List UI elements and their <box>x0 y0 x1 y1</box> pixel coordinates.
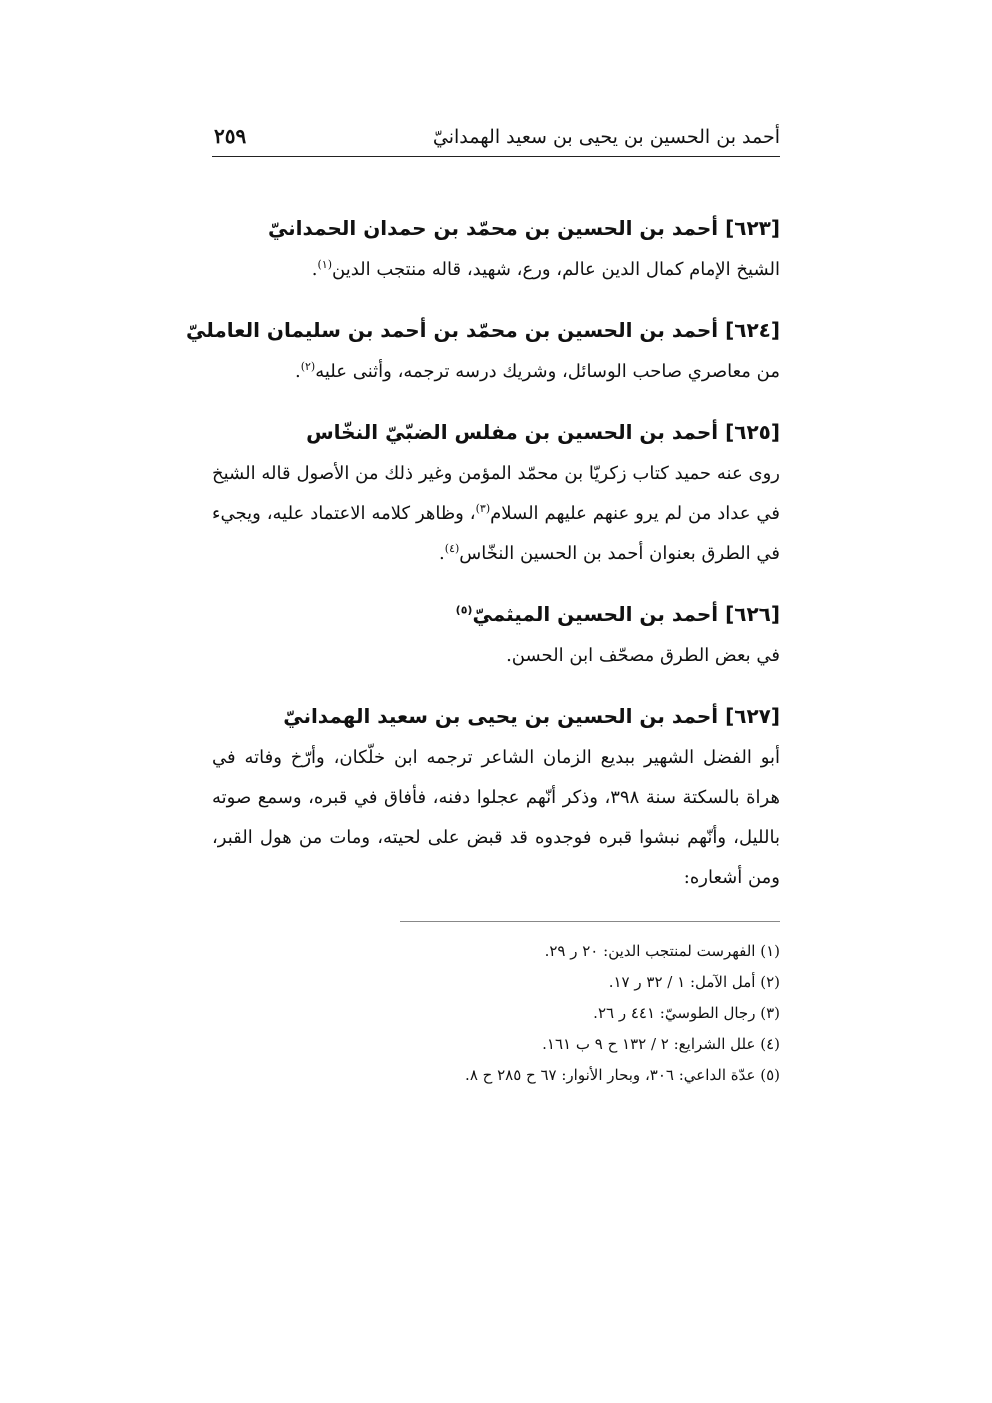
entry-text-content: ، وظاهر كلامه الاعتماد عليه، ويجيء في الطرق بعنوان أحمد بن الحسين النخّاس <box>212 503 780 564</box>
entry-623 <box>212 210 780 290</box>
entry-text-content: من معاصري صاحب الوسائل، وشريك درسه ترجمه، وأثنى عليه <box>315 361 780 382</box>
entry-number: [٦٢٦] <box>725 602 780 626</box>
footnote-ref[interactable]: (٢) <box>300 360 316 373</box>
footnote-1: (١) الفهرست لمنتجب الدين: ٢٠ ر ٢٩. <box>544 942 780 960</box>
footnote-ref[interactable]: (٥) <box>455 603 473 617</box>
footnote-2: (٢) أمل الآمل: ١ / ٣٢ ر ١٧. <box>608 973 780 991</box>
entry-627 <box>212 698 780 898</box>
entry-text: أبو الفضل الشهير ببديع الزمان الشاعر ترجمه ابن خلّكان، وأرّخ وفاته في هراة بالسكتة سنة ٣٩٨، وذكر أنّهم عجلوا دفنه، فأفاق في قبره، وسمع صوته بالليل، وأنّهم نبشوا قبره فوجدوه قد قبض على لحيته، ومات من هول القبر، ومن أشعاره: <box>212 747 780 888</box>
entry-625 <box>212 414 780 574</box>
page-number: ٢٥٩ <box>214 124 247 148</box>
entry-text <box>212 454 780 574</box>
entry-624 <box>185 312 780 392</box>
entry-text-tail: . <box>294 361 301 382</box>
entry-title: أحمد بن الحسين بن مفلس الضبّيّ النخّاس <box>306 420 719 444</box>
footnote-ref[interactable]: (٣) <box>475 502 491 515</box>
entry-text: في بعض الطرق مصحّف ابن الحسن. <box>506 645 780 666</box>
entry-text <box>212 352 780 392</box>
entry-text-content: روى عنه حميد كتاب زكريّا بن محمّد المؤمن وغير ذلك من الأصول قاله الشيخ في عداد من لم يرو عنهم عليهم السلام <box>212 463 781 524</box>
entry-text-tail: . <box>311 259 318 280</box>
entry-title: أحمد بن الحسين بن محمّد بن أحمد بن سليمان العامليّ <box>185 318 719 342</box>
header-divider <box>212 156 780 157</box>
entry-title: أحمد بن الحسين بن محمّد بن حمدان الحمدانيّ <box>267 216 719 240</box>
entry-number: [٦٢٧] <box>725 704 780 728</box>
footnote-5: (٥) عدّة الداعي: ٣٠٦، وبحار الأنوار: ٦٧ ح ٢٨٥ ح ٨. <box>465 1066 780 1084</box>
entry-text-tail: . <box>439 543 445 564</box>
entry-626 <box>212 596 780 676</box>
entry-heading <box>185 312 780 348</box>
footnote-4: (٤) علل الشرايع: ٢ / ١٣٢ ح ٩ ب ١٦١. <box>542 1035 780 1053</box>
entry-number: [٦٢٣] <box>725 216 780 240</box>
entry-heading <box>212 414 780 450</box>
page-body <box>185 210 781 920</box>
entry-title: أحمد بن الحسين الميثميّ <box>472 602 719 626</box>
footnote-ref[interactable]: (١) <box>317 258 333 271</box>
entry-heading <box>212 698 780 734</box>
footnotes <box>212 936 780 1091</box>
entry-number: [٦٢٥] <box>725 420 780 444</box>
entry-text <box>212 250 780 290</box>
entry-heading <box>212 596 780 632</box>
entry-heading <box>212 210 780 246</box>
footnote-divider <box>400 921 780 922</box>
running-title: أحمد بن الحسين بن يحيى بن سعيد الهمدانيّ <box>432 126 780 148</box>
entry-text-content: الشيخ الإمام كمال الدين عالم، ورع، شهيد، قاله منتجب الدين <box>332 259 780 280</box>
entry-number: [٦٢٤] <box>725 318 780 342</box>
footnote-3: (٣) رجال الطوسيّ: ٤٤١ ر ٢٦. <box>593 1004 780 1022</box>
entry-title: أحمد بن الحسين بن يحيى بن سعيد الهمدانيّ <box>283 704 719 728</box>
footnote-ref[interactable]: (٤) <box>444 542 460 555</box>
